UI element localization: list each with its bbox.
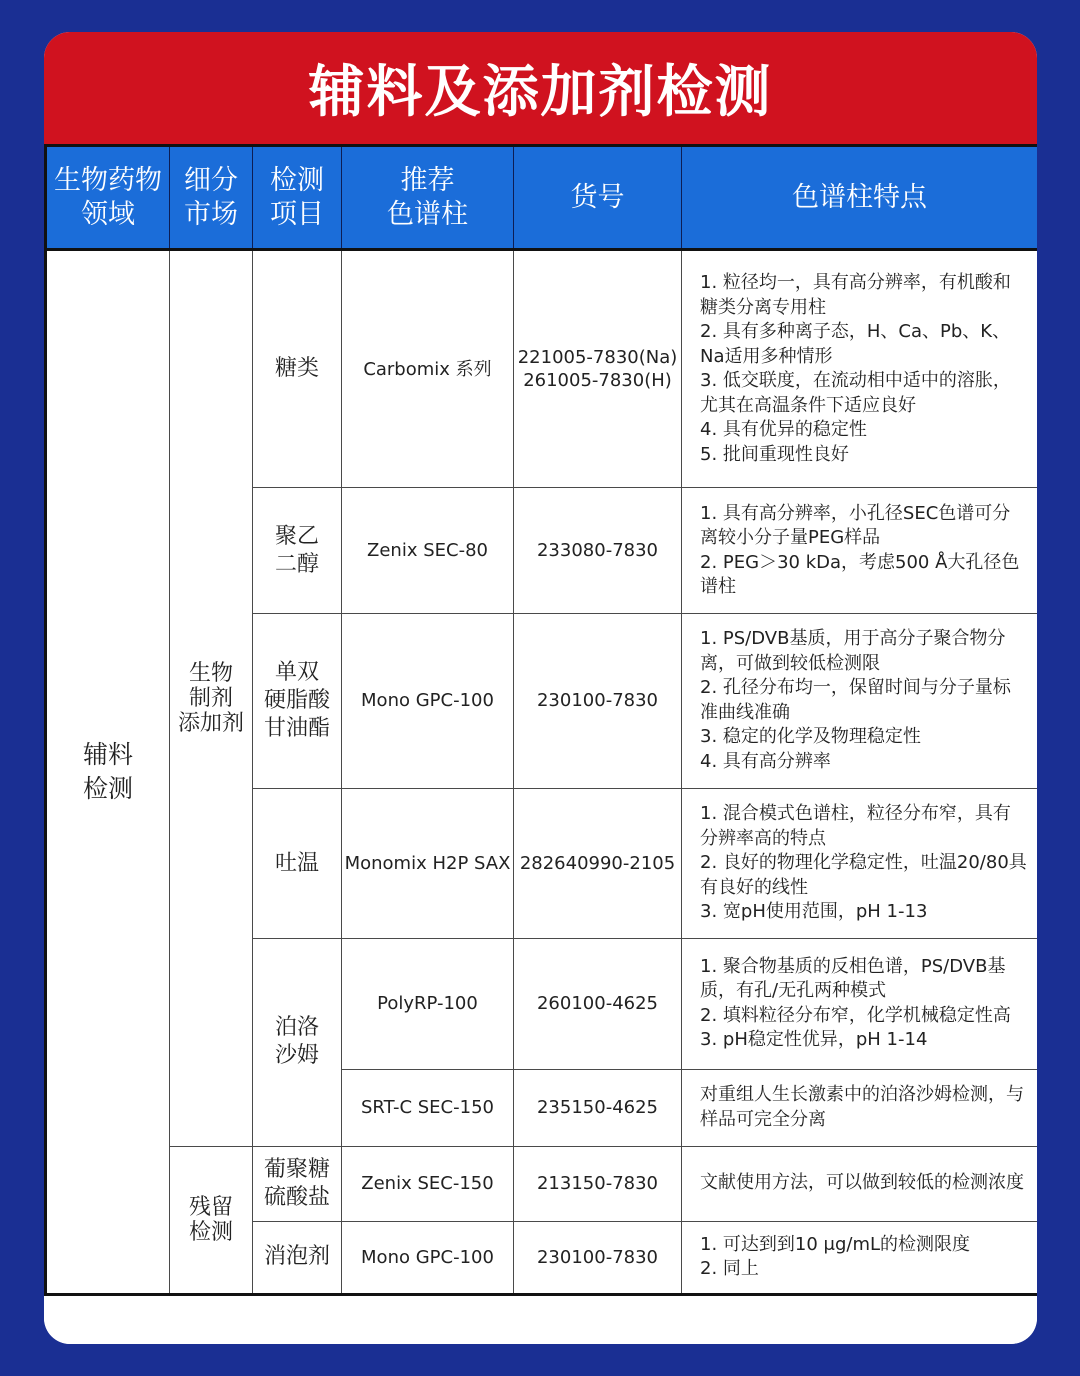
features-cell: 1. 具有高分辨率，小孔径SEC色谱可分离较小分子量PEG样品 2. PEG＞30 kDa，考虑500 Å大孔径色谱柱 [682,488,1038,613]
column-cell: Zenix SEC-80 [342,488,514,613]
part-number-cell: 213150-7830 [514,1146,682,1221]
column-cell: SRT-C SEC-150 [342,1069,514,1146]
features-cell: 1. 聚合物基质的反相色谱，PS/DVB基质，有孔/无孔两种模式 2. 填料粒径分布窄，化学机械稳定性高 3. pH稳定性优异，pH 1-14 [682,939,1038,1069]
item-cell: 单双 硬脂酸 甘油酯 [253,613,342,788]
column-cell: Monomix H2P SAX [342,789,514,939]
column-cell: Carbomix 系列 [342,250,514,488]
features-cell: 1. 可达到到10 μg/mL的检测限度 2. 同上 [682,1221,1038,1294]
part-number-cell: 282640990-2105 [514,789,682,939]
table-row [46,1146,1038,1221]
features-cell: 对重组人生长激素中的泊洛沙姆检测，与样品可完全分离 [682,1069,1038,1146]
header-domain: 生物药物 领域 [46,146,170,250]
part-number-cell: 230100-7830 [514,1221,682,1294]
item-cell: 葡聚糖 硫酸盐 [253,1146,342,1221]
market-cell-residue: 残留 检测 [170,1146,253,1294]
header-features: 色谱柱特点 [682,146,1038,250]
spec-table [44,144,1037,1296]
part-number-cell: 230100-7830 [514,613,682,788]
column-cell: Mono GPC-100 [342,613,514,788]
page-title: 辅料及添加剂检测 [44,32,1037,144]
content-card [44,32,1037,1344]
features-cell: 1. 粒径均一，具有高分辨率，有机酸和糖类分离专用柱 2. 具有多种离子态，H、Ca、Pb、K、Na适用多种情形 3. 低交联度，在流动相中适中的溶胀，尤其在高温条件下适应良好 4. 具有优异的稳定性 5. 批间重现性良好 [682,250,1038,488]
column-cell: PolyRP-100 [342,939,514,1069]
header-market: 细分 市场 [170,146,253,250]
features-cell: 1. 混合模式色谱柱，粒径分布窄，具有分辨率高的特点 2. 良好的物理化学稳定性，吐温20/80具有良好的线性 3. 宽pH使用范围，pH 1-13 [682,789,1038,939]
header-item: 检测 项目 [253,146,342,250]
item-cell: 聚乙 二醇 [253,488,342,613]
column-cell: Mono GPC-100 [342,1221,514,1294]
part-number-cell: 233080-7830 [514,488,682,613]
table-row [46,250,1038,488]
part-number-cell: 235150-4625 [514,1069,682,1146]
features-cell: 文献使用方法，可以做到较低的检测浓度 [682,1146,1038,1221]
features-cell: 1. PS/DVB基质，用于高分子聚合物分离，可做到较低检测限 2. 孔径分布均一，保留时间与分子量标准曲线准确 3. 稳定的化学及物理稳定性 4. 具有高分辨率 [682,613,1038,788]
header-column: 推荐 色谱柱 [342,146,514,250]
part-number-cell: 260100-4625 [514,939,682,1069]
column-cell: Zenix SEC-150 [342,1146,514,1221]
market-cell-additive: 生物 制剂 添加剂 [170,250,253,1147]
header-part-number: 货号 [514,146,682,250]
item-cell: 吐温 [253,789,342,939]
item-cell: 糖类 [253,250,342,488]
header-row [46,146,1038,250]
domain-cell: 辅料 检测 [46,250,170,1295]
card-footer [44,1296,1037,1344]
part-number-cell: 221005-7830(Na) 261005-7830(H) [514,250,682,488]
item-cell: 泊洛 沙姆 [253,939,342,1146]
item-cell: 消泡剂 [253,1221,342,1294]
